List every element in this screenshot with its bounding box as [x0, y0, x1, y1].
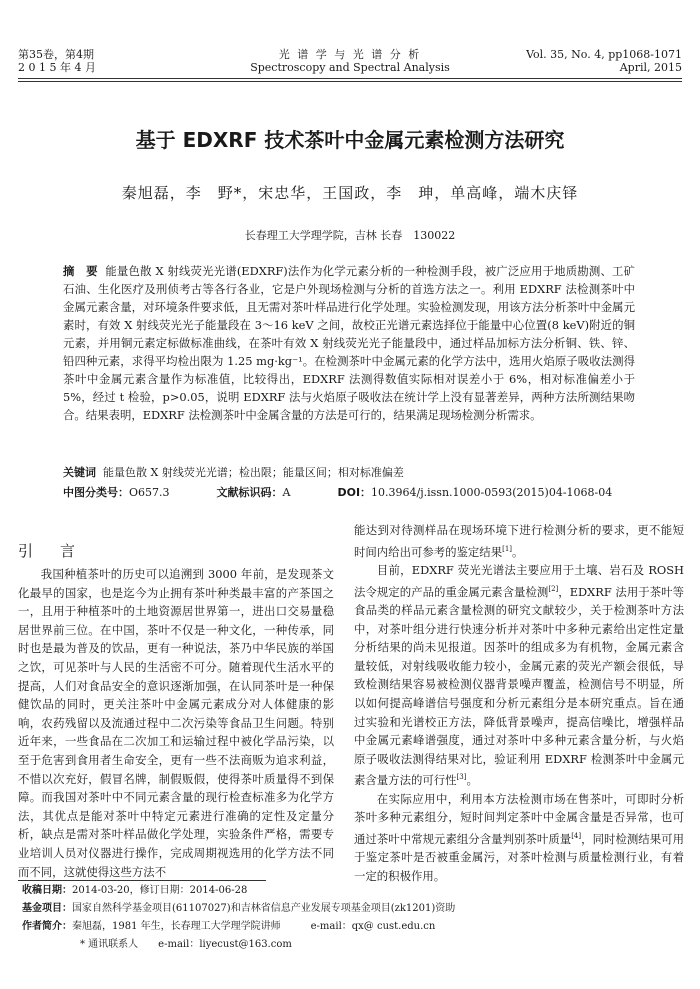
volume-issue: 第35卷，第4期	[18, 48, 94, 61]
affiliation: 长春理工大学理学院，吉林 长春 130022	[244, 229, 456, 242]
author-bio-value: 秦旭磊，1981 年生，长春理工大学理学院讲师 e-mail：qx@ cust.edu.cn	[72, 921, 436, 932]
doi-label: DOI：	[337, 486, 372, 499]
ref-3[interactable]: [3]	[456, 773, 467, 782]
journal-volume-info-en	[526, 48, 682, 74]
issue-date-en: April, 2015	[619, 61, 682, 74]
paragraph-3	[354, 790, 684, 886]
keywords-text: 能量色散 X 射线荧光光谱；检出限；能量区间；相对标准偏差	[103, 466, 404, 479]
continuation-text: 能达到对待测样品在现场环境下进行检测分析的要求，更不能短时间内给出可参考的鉴定结果	[354, 523, 684, 559]
paragraph-2: 目前，EDXRF 荧光光谱法主要应用于土壤、岩石及 ROSH 法令规定的产品的重金属元素含量检测[2]，EDXRF 法用于茶叶等食品类的样品元素含量检测的研究文献较少，关于检测茶叶方法中，对茶叶组分进行快速分析并对茶叶中多种元素给出定性定量分析结果的尚未见报道。因茶叶的组成多为有机物，金属元素含量较低，对射线吸收能力较小，金属元素的荧光产额会很低，导致检测结果容易被检测仪器背景噪声覆盖，检测信号不明显，所以如何提高峰谱信号强度和分析元素组分是本研究重点。旨在通过实验和光谱校正方法，降低背景噪声，提高信噪比，增强样品中金属元素峰谱强度，通过对茶叶中多种元素含量分析，与火焰原子吸收法测得结果对比，验证利用 EDXRF 检测茶叶中金属元素含量方法的可行性[3]。	[354, 562, 684, 788]
funding-value: 国家自然科学基金项目(61107027)和吉林省信息产业发展专项基金项目(zk1201)资助	[72, 903, 456, 914]
paper-title: 基于 EDXRF 技术茶叶中金属元素检测方法研究	[135, 128, 565, 152]
intro-paragraph: 我国种植茶叶的历史可以追溯到 3000 年前，是发现茶文化最早的国家，也是迄今为止拥有茶叶种类最丰富的产茶国之一，且用于种植茶叶的土地资源居世界第一，进出口交易量稳居世界前三位。在中国，茶叶不仅是一种文化，一种传承，同时也是最为普及的饮品，更有一种说法，茶乃中华民族的举国之饮，可见茶叶与人民的生活密不可分。随着现代生活水平的提高，人们对食品安全的意识逐渐加强，在认同茶叶是一种保健饮品的同时，更关注茶叶中金属元素成分对人体健康的影响，农药残留以及流通过程中二次污染等食品卫生问题。特别近年来，一些食品在二次加工和运输过程中被化学品污染，以至于危害到食用者生命安全，更有一些不法商贩为追求利益，不惜以次充好，假冒名牌，制假贩假，使得茶叶质量得不到保障。而我国对茶叶中不同元素含量的现行检查标准多为化学方法，其优点是能对茶叶中特定元素进行准确的定性及定量分析，缺点是需对茶叶样品做化学处理，实验条件严格，需要专业培训人员对仪器进行操作，完成周期视选用的化学方法不同而不同，这就使得这些方法不	[18, 567, 334, 879]
abstract	[63, 262, 635, 424]
journal-name-en: Spectroscopy and Spectral Analysis	[250, 61, 450, 74]
author-bio-label: 作者简介：	[22, 921, 72, 932]
issue-date-cn: 2 0 1 5 年 4 月	[18, 61, 96, 74]
doi-value: 10.3964/j.issn.1000-0593(2015)04-1068-04	[371, 486, 613, 499]
keywords	[63, 464, 643, 482]
paragraph-3-text-b: ，同时检测结果可用于鉴定茶叶是否被重金属污，对茶叶检测与质量检测行业，有着一定的积极作用。	[354, 831, 684, 883]
doc-code-label: 文献标识码：	[216, 486, 283, 499]
journal-name-cn: 光 谱 学 与 光 谱 分 析	[278, 48, 422, 61]
doc-code-value: A	[282, 486, 291, 499]
footnote-rule	[18, 880, 266, 881]
footnote-corresponding: * 通讯联系人 e-mail：liyecust@163.com	[80, 939, 292, 950]
abstract-label: 摘 要	[63, 264, 98, 278]
clc-label: 中图分类号：	[63, 486, 129, 499]
volume-pages: Vol. 35, No. 4, pp1068-1071	[526, 48, 682, 61]
ref-2[interactable]: [2]	[548, 584, 559, 593]
abstract-text: 能量色散 X 射线荧光光谱(EDXRF)法作为化学元素分析的一种检测手段，被广泛应用于地质勘测、工矿石油、生化医疗及刑侦考古等各行各业，它是户外现场检测与分析的首选方法之一。利用 EDXRF 法检测茶叶中金属元素含量，对环境条件要求低，且无需对茶叶样品进行化学处理。实验检测发现，用该方法分析茶叶中金属元素时，有效 X 射线荧光光子能量段在 3～16 keV 之间，故校正光谱元素选择位于能量中心位置(8 keV)附近的铜元素，并用铜元素定标做标准曲线，在茶叶有效 X 射线荧光光子能量段中，通过样品加标方法分析铜、铁、锌、铅四种元素，求得平均检出限为 1.25 mg·kg⁻¹。在检测茶叶中金属元素的化学方法中，选用火焰原子吸收法测得茶叶中金属元素含量作为标准值，比较得出，EDXRF 法测得数值实际相对误差小于 6%，相对标准偏差小于 5%，经过 t 检验，p>0.05，说明 EDXRF 法与火焰原子吸收法在统计学上没有显著差异，两种方法所测结果吻合。结果表明，EDXRF 法检测茶叶中金属含量的方法是可行的，结果满足现场检测分析需求。	[63, 264, 635, 422]
paragraph-2-text-a: 目前，EDXRF 荧光光谱法主要应用于土壤、岩石及 ROSH 法令规定的产品的重金属元素含量检测	[354, 562, 684, 599]
funding-label: 基金项目：	[22, 903, 72, 914]
classification-line	[63, 484, 643, 502]
clc-value: O657.3	[129, 486, 170, 499]
continuation-paragraph: 能达到对待测样品在现场环境下进行检测分析的要求，更不能短时间内给出可参考的鉴定结果[1]。	[354, 523, 684, 559]
ref-4[interactable]: [4]	[571, 831, 582, 840]
header-rule-top	[18, 78, 682, 79]
footnote-dates	[22, 884, 682, 898]
ref-1[interactable]: [1]	[502, 544, 513, 553]
header-rule-bottom	[18, 81, 682, 82]
keywords-label: 关键词	[63, 466, 96, 479]
paragraph-2-text-b: ，EDXRF 法用于茶叶等食品类的样品元素含量检测的研究文献较少，关于检测茶叶方法中，对茶叶组分进行快速分析并对茶叶中多种元素给出定性定量分析结果的尚未见报道。因茶叶的组成多为有机物，金属元素含量较低，对射线吸收能力较小，金属元素的荧光产额会很低，导致检测结果容易被检测仪器背景噪声覆盖，检测信号不明显，所以如何提高峰谱信号强度和分析元素组分是本研究重点。旨在通过实验和光谱校正方法，降低背景噪声，提高信噪比，增强样品中金属元素峰谱强度，通过对茶叶中多种元素含量分析，与火焰原子吸收法测得结果对比，验证利用 EDXRF 检测茶叶中金属元素含量方法的可行性	[354, 584, 684, 788]
left-column	[18, 565, 334, 881]
dates-value: 2014-03-20，修订日期：2014-06-28	[72, 885, 248, 896]
footnote-funding	[22, 902, 682, 916]
dates-label: 收稿日期：	[22, 885, 72, 896]
right-column	[354, 521, 684, 885]
section-title-introduction: 引 言	[18, 542, 82, 560]
footnote-author	[22, 920, 682, 934]
paragraph-3-text-a: 在实际应用中，利用本方法检测市场在售茶叶，可即时分析茶叶多种元素组分，短时间判定茶叶中金属含量是否异常，也可通过茶叶中常规元素组分含量判别茶叶质量	[354, 791, 684, 846]
author-list: 秦旭磊，李 野*，宋忠华，王国政，李 珅，单高峰，端木庆铎	[121, 184, 579, 202]
